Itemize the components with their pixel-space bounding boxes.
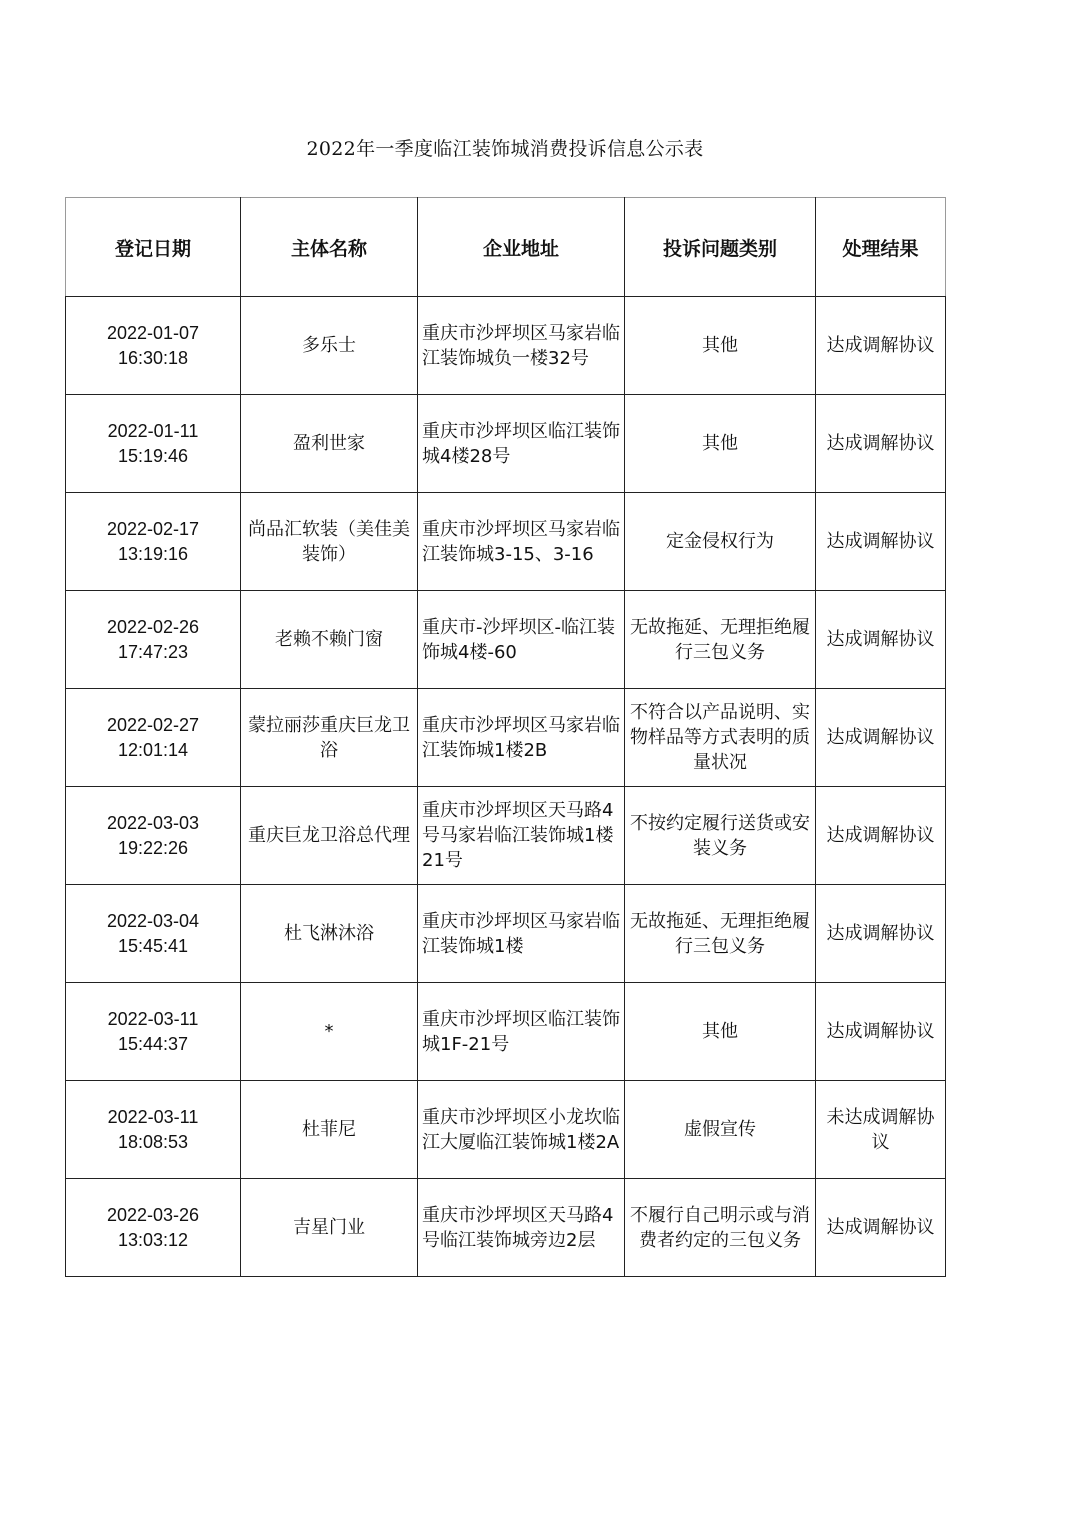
cell-address: 重庆市沙坪坝区马家岩临江装饰城1楼2B (418, 689, 625, 787)
cell-result: 达成调解协议 (816, 1179, 946, 1277)
cell-result: 达成调解协议 (816, 885, 946, 983)
time-value: 18:08:53 (117, 1131, 189, 1152)
cell-name: 尚品汇软装（美佳美装饰） (241, 493, 418, 591)
table-row (66, 885, 946, 983)
cell-result: 达成调解协议 (816, 297, 946, 395)
cell-type: 不履行自己明示或与消费者约定的三包义务 (625, 1179, 816, 1277)
cell-result: 达成调解协议 (816, 591, 946, 689)
table-row (66, 689, 946, 787)
cell-result: 未达成调解协议 (816, 1081, 946, 1179)
complaints-table (65, 197, 946, 1277)
cell-name: 多乐士 (241, 297, 418, 395)
date-value: 2022-01-11 (107, 420, 199, 441)
cell-address: 重庆市沙坪坝区天马路4号临江装饰城旁边2层 (418, 1179, 625, 1277)
cell-address: 重庆市沙坪坝区临江装饰城1F-21号 (418, 983, 625, 1081)
cell-address: 重庆市沙坪坝区小龙坎临江大厦临江装饰城1楼2A (418, 1081, 625, 1179)
cell-type: 无故拖延、无理拒绝履行三包义务 (625, 885, 816, 983)
cell-result: 达成调解协议 (816, 493, 946, 591)
header-result: 处理结果 (816, 198, 946, 297)
table-row (66, 983, 946, 1081)
header-name: 主体名称 (241, 198, 418, 297)
cell-date (66, 1179, 241, 1277)
cell-address: 重庆市沙坪坝区马家岩临江装饰城1楼 (418, 885, 625, 983)
time-value: 13:19:16 (117, 543, 189, 564)
cell-type: 不符合以产品说明、实物样品等方式表明的质量状况 (625, 689, 816, 787)
cell-result: 达成调解协议 (816, 983, 946, 1081)
cell-name: 杜菲尼 (241, 1081, 418, 1179)
cell-type: 其他 (625, 395, 816, 493)
date-value: 2022-02-26 (106, 616, 200, 637)
date-value: 2022-03-04 (106, 910, 200, 931)
date-value: 2022-03-03 (106, 812, 200, 833)
cell-date (66, 395, 241, 493)
table-row (66, 395, 946, 493)
time-value: 13:03:12 (117, 1229, 189, 1250)
cell-date (66, 591, 241, 689)
cell-type: 定金侵权行为 (625, 493, 816, 591)
cell-address: 重庆市沙坪坝区马家岩临江装饰城3-15、3-16 (418, 493, 625, 591)
header-type: 投诉问题类别 (625, 198, 816, 297)
cell-type: 不按约定履行送货或安装义务 (625, 787, 816, 885)
cell-name: 吉星门业 (241, 1179, 418, 1277)
date-value: 2022-03-11 (107, 1008, 199, 1029)
cell-date (66, 885, 241, 983)
table-row (66, 591, 946, 689)
date-value: 2022-01-07 (106, 322, 200, 343)
cell-result: 达成调解协议 (816, 689, 946, 787)
time-value: 15:19:46 (117, 445, 189, 466)
time-value: 15:44:37 (117, 1033, 189, 1054)
cell-address: 重庆市沙坪坝区天马路4号马家岩临江装饰城1楼21号 (418, 787, 625, 885)
table-row (66, 787, 946, 885)
time-value: 12:01:14 (117, 739, 189, 760)
time-value: 15:45:41 (117, 935, 189, 956)
cell-name: 重庆巨龙卫浴总代理 (241, 787, 418, 885)
cell-date (66, 1081, 241, 1179)
cell-date (66, 983, 241, 1081)
header-date: 登记日期 (66, 198, 241, 297)
cell-name: 老赖不赖门窗 (241, 591, 418, 689)
table-row (66, 493, 946, 591)
cell-name: 杜飞淋沐浴 (241, 885, 418, 983)
cell-address: 重庆市沙坪坝区临江装饰城4楼28号 (418, 395, 625, 493)
cell-type: 无故拖延、无理拒绝履行三包义务 (625, 591, 816, 689)
cell-date (66, 689, 241, 787)
cell-name: 蒙拉丽莎重庆巨龙卫浴 (241, 689, 418, 787)
table-row (66, 1179, 946, 1277)
table-row (66, 1081, 946, 1179)
header-address: 企业地址 (418, 198, 625, 297)
date-value: 2022-02-17 (106, 518, 200, 539)
date-value: 2022-02-27 (106, 714, 200, 735)
cell-date (66, 787, 241, 885)
cell-date (66, 493, 241, 591)
cell-date (66, 297, 241, 395)
cell-result: 达成调解协议 (816, 787, 946, 885)
page-title: 2022年一季度临江装饰城消费投诉信息公示表 (306, 138, 704, 160)
time-value: 16:30:18 (117, 347, 189, 368)
time-value: 19:22:26 (117, 837, 189, 858)
cell-type: 其他 (625, 983, 816, 1081)
cell-name: * (241, 983, 418, 1081)
header-row (66, 198, 946, 297)
date-value: 2022-03-26 (106, 1204, 200, 1225)
cell-result: 达成调解协议 (816, 395, 946, 493)
cell-address: 重庆市-沙坪坝区-临江装饰城4楼-60 (418, 591, 625, 689)
date-value: 2022-03-11 (107, 1106, 199, 1127)
time-value: 17:47:23 (117, 641, 189, 662)
cell-address: 重庆市沙坪坝区马家岩临江装饰城负一楼32号 (418, 297, 625, 395)
table-row (66, 297, 946, 395)
cell-type: 其他 (625, 297, 816, 395)
cell-name: 盈利世家 (241, 395, 418, 493)
cell-type: 虚假宣传 (625, 1081, 816, 1179)
